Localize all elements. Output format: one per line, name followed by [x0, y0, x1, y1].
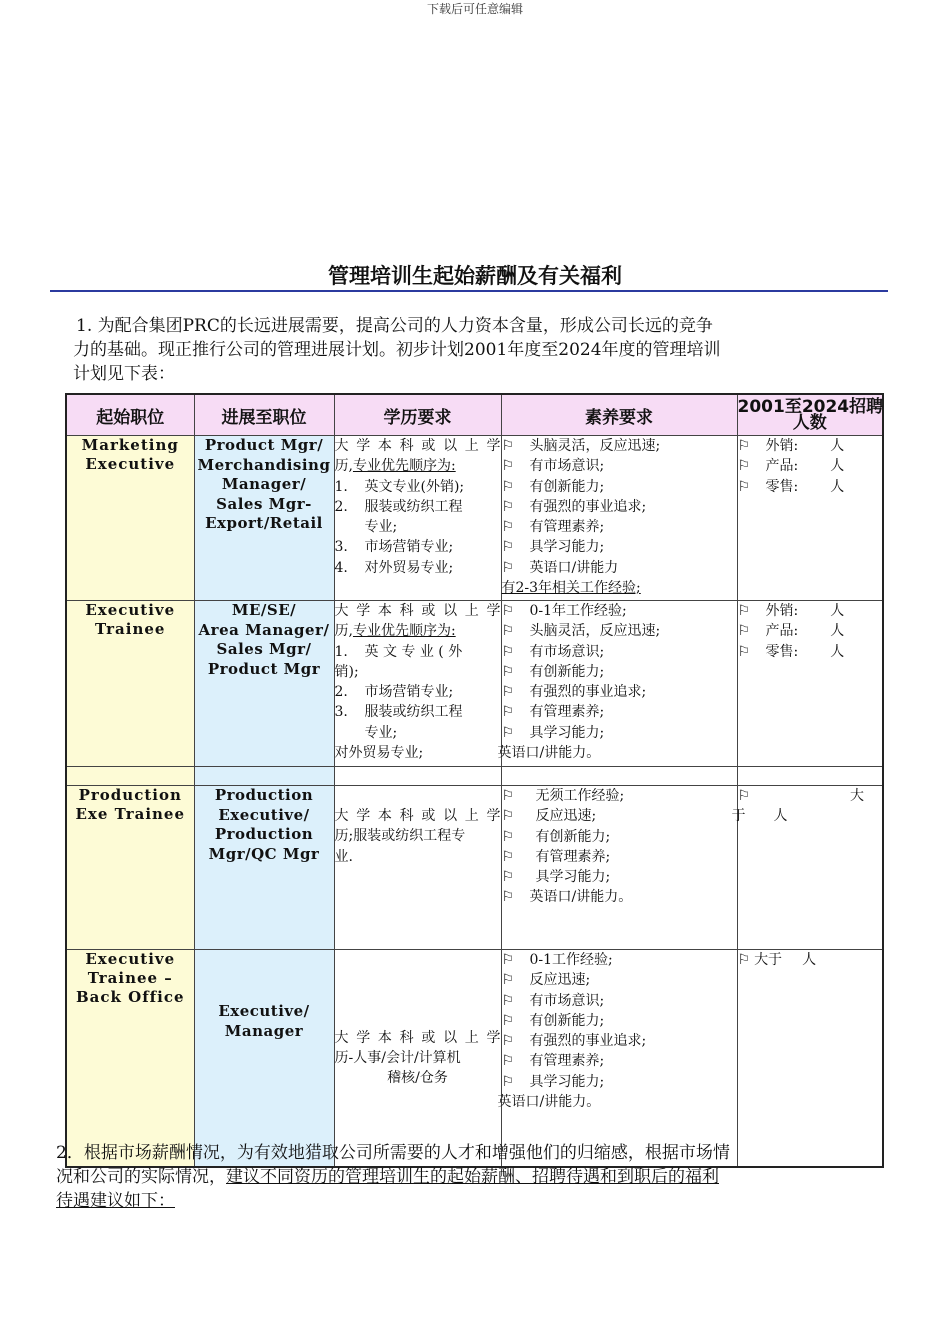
quality-item	[502, 682, 737, 702]
flag-icon: ⚐	[501, 704, 515, 721]
edu-item-text: 市场营销专业;	[364, 539, 454, 556]
target-line: Production	[214, 825, 314, 843]
quality-text: 有创新能力;	[529, 1012, 605, 1029]
edu-line: 大学本科或以上学	[334, 603, 501, 619]
table-row	[66, 436, 883, 601]
start-line: Trainee –	[87, 969, 173, 987]
flag-icon: ⚐	[501, 992, 515, 1009]
quality-item	[502, 847, 737, 867]
flag-icon: ⚐	[501, 623, 515, 640]
edu-line: 大学本科或以上学	[334, 438, 501, 454]
target-position-cell	[194, 436, 334, 601]
start-line: Trainee	[95, 620, 166, 638]
edu-item	[335, 497, 501, 517]
flag-icon: ⚐	[501, 684, 515, 701]
recruit-item	[738, 436, 883, 456]
recruit-item	[738, 456, 883, 476]
quality-text: 有创新能力;	[529, 663, 605, 680]
flag-icon: ⚐	[501, 663, 515, 680]
quality-item	[502, 723, 737, 743]
edu-item-text: 对外贸易专业;	[364, 559, 454, 576]
edu-priority-label: 专业优先顺序为:	[352, 623, 456, 640]
recruit-item	[738, 786, 883, 806]
flag-icon: ⚐	[501, 643, 515, 660]
header-recruit-count	[737, 394, 883, 436]
flag-icon: ⚐	[501, 848, 515, 865]
recruit-unit: 人	[830, 438, 845, 454]
flag-icon: ⚐	[737, 438, 751, 454]
quality-text: 有创新能力;	[535, 828, 611, 845]
quality-item	[502, 558, 737, 578]
edu-item-num: 1.	[334, 643, 348, 660]
quality-text: 有市场意识;	[529, 992, 605, 1009]
recruit-label: 产品:	[765, 623, 799, 640]
quality-experience: 有2-3年相关工作经验;	[501, 580, 641, 597]
flag-icon: ⚐	[737, 603, 751, 619]
empty-cell	[194, 767, 334, 786]
header-start-position: 起始职位	[66, 394, 194, 436]
target-line: Executive/	[218, 805, 310, 824]
quality-text: 有管理素养;	[529, 704, 605, 721]
para2-text: 况和公司的实际情况，	[56, 1167, 226, 1187]
quality-item	[502, 867, 737, 887]
recruit-item	[738, 477, 883, 497]
edu-item-num: 2.	[334, 684, 348, 701]
quality-item	[502, 786, 737, 806]
edu-line: 历-人事/会计/计算机	[334, 1049, 461, 1066]
quality-item	[502, 1072, 737, 1092]
education-cell	[334, 786, 501, 950]
recruit-label: 零售:	[765, 478, 799, 495]
table-row	[66, 786, 883, 950]
flag-icon: ⚐	[501, 539, 515, 556]
target-position-cell	[194, 786, 334, 950]
flag-icon: ⚐	[501, 889, 515, 906]
quality-item	[502, 991, 737, 1011]
target-line: Sales Mgr/	[216, 640, 312, 658]
start-position-cell	[66, 436, 194, 601]
education-cell	[334, 601, 501, 767]
empty-cell	[737, 767, 883, 786]
edu-tail: 对外贸易专业;	[334, 745, 424, 762]
education-cell	[334, 950, 501, 1168]
start-position-cell	[66, 601, 194, 767]
quality-text: 英语口/讲能力	[529, 559, 619, 576]
quality-text: 有强烈的事业追求;	[529, 498, 647, 515]
flag-icon: ⚐	[501, 458, 515, 475]
header-quality: 素养要求	[501, 394, 737, 436]
edu-item-cont: 销);	[334, 663, 359, 680]
edu-item-num: 2.	[334, 498, 348, 515]
recruit-unit: 人	[802, 952, 817, 968]
recruit-unit: 人	[830, 623, 845, 640]
flag-icon: ⚐	[501, 519, 515, 536]
recruit-item	[738, 642, 883, 662]
recruit-label: 零售:	[765, 643, 799, 660]
start-line: Executive	[85, 455, 176, 473]
recruit-cell	[737, 601, 883, 767]
edu-line	[335, 456, 501, 476]
quality-item	[502, 642, 737, 662]
quality-item	[502, 970, 737, 990]
quality-text: 有强烈的事业追求;	[529, 684, 647, 701]
quality-cell	[501, 786, 737, 950]
edu-line	[335, 621, 501, 641]
edu-item-text: 市场营销专业;	[364, 684, 454, 701]
quality-text: 头脑灵活，反应迅速;	[529, 623, 661, 640]
edu-line: 业.	[334, 848, 353, 865]
start-line: Marketing	[81, 436, 179, 454]
intro-line: 力的基础。现正推行公司的管理进展计划。初步计划2001年度至2024年度的管理培训	[73, 340, 721, 360]
quality-text: 有市场意识;	[529, 643, 605, 660]
edu-item-text: 服装或纺织工程	[364, 704, 463, 721]
flag-icon: ⚐	[501, 808, 515, 825]
quality-text: 反应迅速;	[529, 972, 591, 989]
target-position-cell	[194, 950, 334, 1168]
recruit-label: 外销:	[765, 603, 799, 619]
empty-cell	[66, 767, 194, 786]
edu-line: 稽核/仓务	[387, 1070, 448, 1087]
recruit-item	[738, 950, 883, 970]
flag-icon: ⚐	[501, 498, 515, 515]
table-row	[66, 950, 883, 1168]
recruit-cell	[731, 786, 883, 950]
quality-cell	[497, 601, 737, 767]
flag-icon: ⚐	[737, 458, 751, 475]
target-line: Manager/	[221, 475, 307, 493]
flag-icon: ⚐	[737, 643, 751, 660]
recruit-unit: 人	[830, 643, 845, 660]
recruit-item	[732, 806, 883, 826]
para2-line: 2．根据市场薪酬情况，为有效地猎取公司所需要的人才和增强他们的归缩感，根据市场情	[56, 1143, 730, 1163]
flag-icon: ⚐	[737, 478, 751, 495]
target-line: Product Mgr	[207, 659, 321, 678]
quality-english: 英语口/讲能力。	[497, 1094, 601, 1111]
quality-text: 有创新能力;	[529, 478, 605, 495]
start-line: Production	[78, 786, 182, 804]
intro-line: 计划见下表：	[73, 364, 175, 384]
quality-item	[502, 537, 737, 557]
start-line: Back Office	[76, 988, 185, 1006]
flag-icon: ⚐	[501, 1053, 515, 1070]
quality-item	[502, 601, 737, 621]
recruit-cell	[737, 950, 883, 1168]
table-header-row	[66, 394, 883, 436]
empty-cell	[334, 767, 501, 786]
target-line: Merchandising	[197, 455, 331, 474]
edu-item	[335, 723, 501, 743]
recruit-text: 大	[850, 788, 864, 804]
recruit-item	[738, 621, 883, 641]
flag-icon: ⚐	[501, 788, 515, 804]
quality-text: 具学习能力;	[529, 539, 605, 556]
header-target-position: 进展至职位	[194, 394, 334, 436]
quality-item	[502, 621, 737, 641]
recruit-item	[738, 601, 883, 621]
target-line: Executive/	[218, 1002, 310, 1020]
edu-line: 大学本科或以上学	[334, 808, 501, 824]
quality-item	[502, 950, 737, 970]
start-line: Executive	[85, 950, 176, 968]
edu-item-num: 1.	[334, 478, 348, 495]
quality-item	[502, 1011, 737, 1031]
quality-text: 具学习能力;	[529, 1073, 605, 1090]
edu-item-text: 服装或纺织工程	[364, 498, 463, 515]
header-recruit-line2: 人数	[792, 413, 827, 433]
quality-item	[502, 887, 737, 907]
target-line: Area Manager/	[198, 620, 330, 639]
quality-text: 有管理素养;	[529, 1053, 605, 1070]
quality-text: 有市场意识;	[529, 458, 605, 475]
edu-item	[335, 517, 501, 537]
quality-item	[502, 702, 737, 722]
target-line: Mgr/QC Mgr	[208, 844, 320, 863]
target-position-cell	[194, 601, 334, 767]
recruit-unit: 人	[830, 458, 845, 475]
edu-item-num: 4.	[334, 559, 348, 576]
recruit-unit: 人	[830, 478, 845, 495]
edu-line: 历;服装或纺织工程专	[334, 828, 466, 845]
target-line: Export/Retail	[205, 514, 323, 532]
flag-icon: ⚐	[501, 1012, 515, 1029]
target-line: Manager	[224, 1021, 304, 1040]
quality-item	[502, 477, 737, 497]
salary-paragraph	[56, 1141, 876, 1213]
quality-item	[502, 806, 737, 826]
flag-icon: ⚐	[501, 952, 515, 968]
recruit-label: 产品:	[765, 458, 799, 475]
recruit-text: 大于	[754, 952, 783, 968]
para2-underlined: 建议不同资历的管理培训生的起始薪酬、招聘待遇和到职后的福利	[226, 1167, 719, 1187]
empty-cell	[501, 767, 737, 786]
edu-item-text: 英文专业(外销);	[364, 478, 465, 495]
quality-text: 0-1年工作经验;	[529, 603, 627, 619]
flag-icon: ⚐	[501, 603, 515, 619]
quality-cell	[497, 950, 737, 1168]
flag-icon: ⚐	[501, 1033, 515, 1050]
quality-text: 头脑灵活，反应迅速;	[529, 438, 661, 454]
edu-item	[335, 558, 501, 578]
flag-icon: ⚐	[501, 1073, 515, 1090]
para2-line	[56, 1165, 876, 1189]
target-line: Product Mgr/	[204, 436, 324, 454]
edu-item-text: 英 文 专 业 ( 外	[364, 643, 463, 660]
quality-item	[502, 497, 737, 517]
header-recruit-line1: 2001至2024招聘	[737, 397, 884, 417]
intro-paragraph	[73, 314, 876, 386]
quality-text: 具学习能力;	[535, 869, 611, 886]
quality-text: 无须工作经验;	[535, 788, 625, 804]
target-line: ME/SE/	[231, 601, 297, 619]
quality-item	[502, 436, 737, 456]
quality-text: 有强烈的事业追求;	[529, 1033, 647, 1050]
quality-item	[502, 662, 737, 682]
flag-icon: ⚐	[501, 724, 515, 741]
quality-item	[502, 517, 737, 537]
quality-text: 反应迅速;	[535, 808, 597, 825]
flag-icon: ⚐	[737, 788, 751, 804]
education-cell	[334, 436, 501, 601]
quality-text: 0-1工作经验;	[529, 952, 613, 968]
page-title: 管理培训生起始薪酬及有关福利	[328, 264, 622, 288]
edu-item	[335, 642, 501, 662]
start-position-cell	[66, 950, 194, 1168]
flag-icon: ⚐	[501, 828, 515, 845]
flag-icon: ⚐	[501, 559, 515, 576]
edu-line: 大学本科或以上学	[334, 1029, 501, 1046]
quality-item	[502, 1051, 737, 1071]
quality-cell	[501, 436, 737, 601]
table-row-empty	[66, 767, 883, 786]
quality-text: 具学习能力;	[529, 724, 605, 741]
recruit-cell	[737, 436, 883, 601]
edu-text: 历,	[334, 623, 353, 640]
recruit-unit: 人	[830, 603, 845, 619]
quality-item	[502, 456, 737, 476]
flag-icon: ⚐	[501, 869, 515, 886]
flag-icon: ⚐	[737, 623, 751, 640]
flag-icon: ⚐	[501, 438, 515, 454]
edu-item-num: 3.	[334, 539, 348, 556]
quality-item	[502, 1031, 737, 1051]
quality-item	[502, 827, 737, 847]
header-education: 学历要求	[334, 394, 501, 436]
recruit-unit: 人	[773, 808, 788, 825]
start-position-cell	[66, 786, 194, 950]
edu-item-text: 专业;	[364, 724, 398, 741]
quality-english: 英语口/讲能力。	[497, 745, 601, 762]
quality-text: 有管理素养;	[529, 519, 605, 536]
training-plan-table	[65, 393, 884, 1168]
edu-text: 历,	[334, 458, 353, 475]
edu-item	[335, 682, 501, 702]
edu-item	[335, 477, 501, 497]
recruit-text: 于	[731, 808, 746, 825]
intro-line: 1. 为配合集团PRC的长远进展需要，提高公司的人力资本含量，形成公司长远的竞争	[76, 316, 713, 336]
flag-icon: ⚐	[501, 972, 515, 989]
edu-priority-label: 专业优先顺序为:	[352, 458, 456, 475]
start-line: Exe Trainee	[75, 805, 186, 823]
quality-text: 英语口/讲能力。	[529, 889, 633, 906]
edu-item-text: 专业;	[364, 519, 398, 536]
recruit-label: 外销:	[765, 438, 799, 454]
table-row	[66, 601, 883, 767]
start-line: Executive	[85, 601, 176, 619]
header-note: 下载后可任意编辑	[426, 2, 523, 16]
para2-line: 待遇建议如下：	[56, 1191, 175, 1211]
edu-item	[335, 537, 501, 557]
target-line: Production	[214, 786, 314, 804]
flag-icon: ⚐	[501, 478, 515, 495]
edu-item-num: 3.	[334, 704, 348, 721]
title-underline	[50, 290, 888, 292]
quality-text: 有管理素养;	[535, 848, 611, 865]
target-line: Sales Mgr-	[216, 494, 312, 513]
flag-icon: ⚐	[737, 952, 751, 968]
edu-item	[335, 702, 501, 722]
